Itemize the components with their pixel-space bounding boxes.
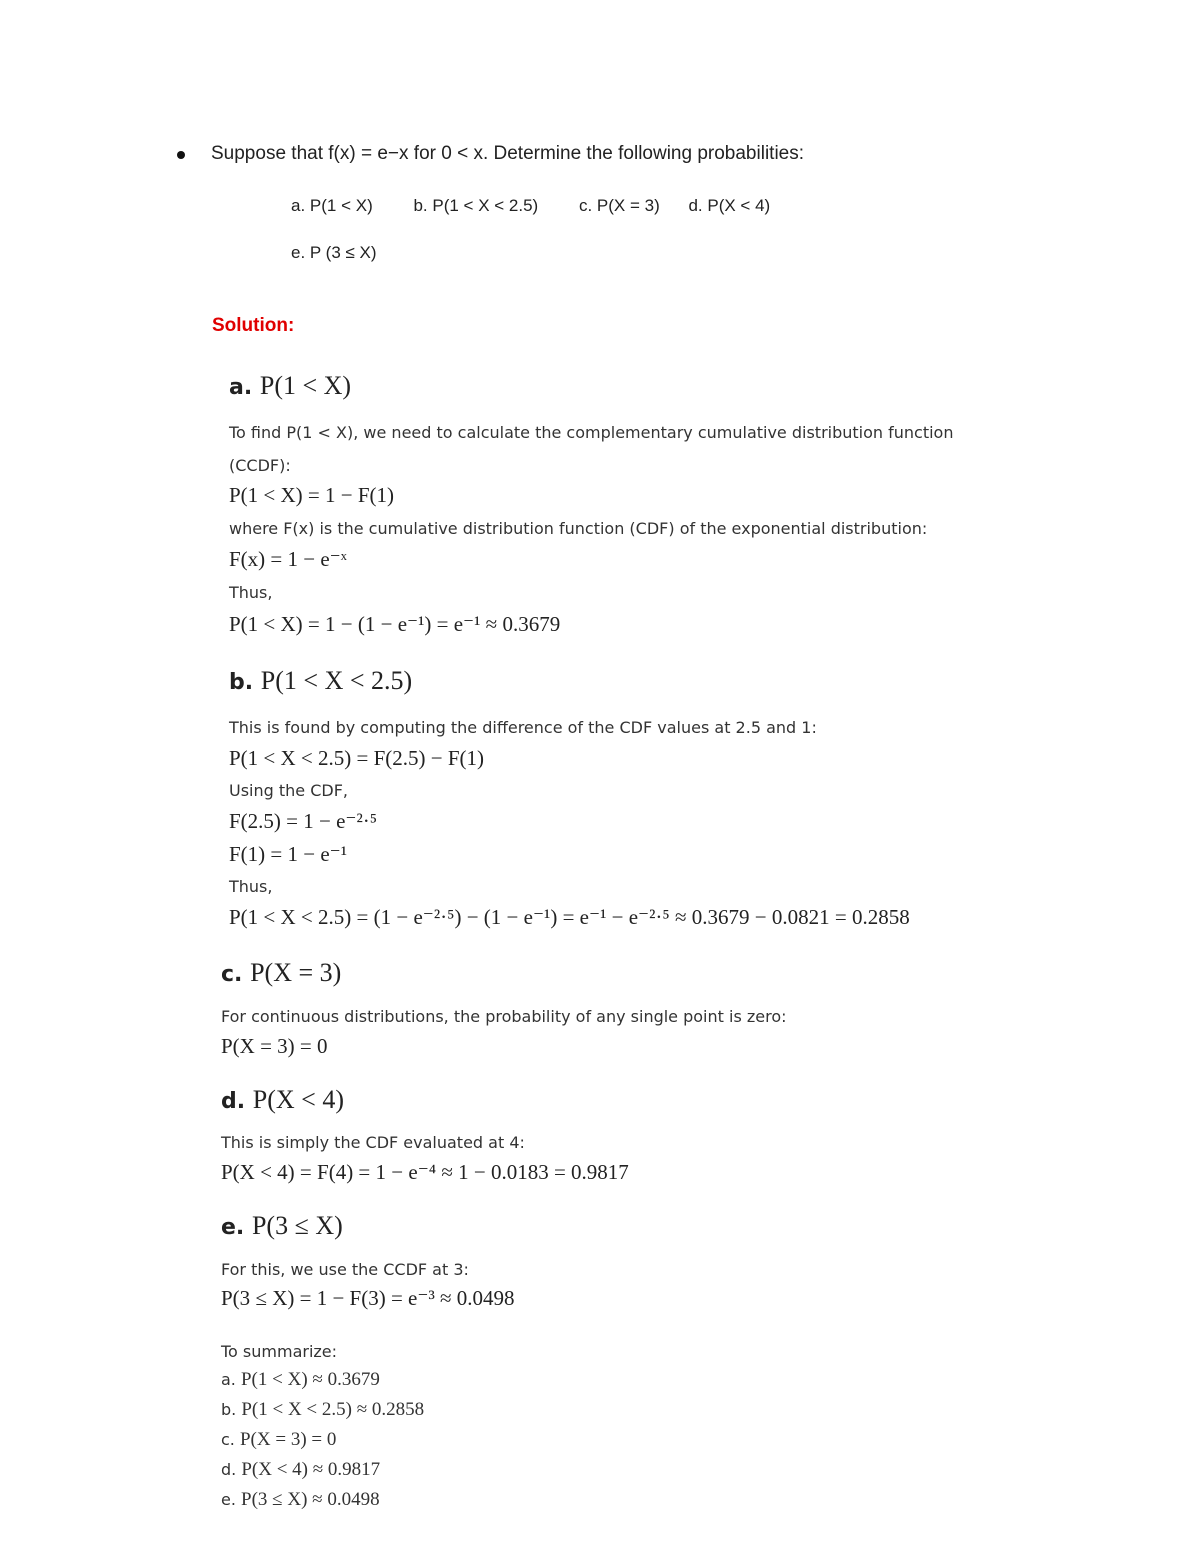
- summary-item-label: c.: [221, 1430, 235, 1449]
- summary-item: [221, 1459, 380, 1481]
- part-a-eq3: P(1 < X) = 1 − (1 − e⁻¹) = e⁻¹ ≈ 0.3679: [229, 612, 561, 636]
- part-a-line3: where F(x) is the cumulative distribution function (CDF) of the exponential distribution:: [229, 519, 928, 538]
- part-d-heading: [221, 1085, 344, 1115]
- part-d-heading-label: d.: [221, 1089, 246, 1114]
- part-c-line1: For continuous distributions, the probability of any single point is zero:: [221, 1007, 787, 1026]
- part-b-eq1: P(1 < X < 2.5) = F(2.5) − F(1): [229, 746, 485, 770]
- part-d-line1: This is simply the CDF evaluated at 4:: [221, 1133, 525, 1152]
- part-a-eq2: F(x) = 1 − e⁻ˣ: [229, 547, 347, 571]
- part-e-heading: [221, 1211, 343, 1241]
- part-a-eq1: P(1 < X) = 1 − F(1): [229, 483, 395, 507]
- part-e-heading-math: P(3 ≤ X): [251, 1211, 343, 1240]
- option-e: e. P (3 ≤ X): [291, 243, 377, 262]
- summary-item: [221, 1429, 336, 1451]
- part-b-using: Using the CDF,: [229, 781, 348, 800]
- part-d-eq1: P(X < 4) = F(4) = 1 − e⁻⁴ ≈ 1 − 0.0183 = 0.9817: [221, 1160, 629, 1184]
- summary-item-math: P(X = 3) = 0: [239, 1429, 337, 1450]
- summary-item-math: P(3 ≤ X) ≈ 0.0498: [241, 1489, 380, 1510]
- summary-title: To summarize:: [221, 1342, 338, 1361]
- part-c-heading: [221, 958, 341, 988]
- part-a-heading-math: P(1 < X): [259, 371, 352, 400]
- summary-item-label: d.: [221, 1460, 237, 1479]
- option-d: d. P(X < 4): [688, 196, 771, 215]
- part-b-heading: [229, 666, 412, 696]
- part-b-heading-label: b.: [229, 670, 254, 695]
- part-e-line1: For this, we use the CCDF at 3:: [221, 1260, 469, 1279]
- option-c: c. P(X = 3): [578, 196, 660, 215]
- summary-item-math: P(X < 4) ≈ 0.9817: [241, 1459, 381, 1480]
- part-b-line1: This is found by computing the difference of the CDF values at 2.5 and 1:: [229, 718, 817, 737]
- part-b-eq2: F(2.5) = 1 − e⁻²·⁵: [229, 809, 378, 833]
- summary-item: [221, 1369, 380, 1391]
- part-a-thus: Thus,: [229, 583, 273, 602]
- summary-item-label: e.: [221, 1490, 236, 1509]
- options-row: [291, 196, 770, 216]
- part-b-eq3: F(1) = 1 − e⁻¹: [229, 842, 348, 866]
- part-d-heading-math: P(X < 4): [252, 1085, 344, 1114]
- part-b-thus: Thus,: [229, 877, 273, 896]
- summary-item-math: P(1 < X) ≈ 0.3679: [240, 1369, 380, 1390]
- summary-item: [221, 1399, 424, 1421]
- part-b-heading-math: P(1 < X < 2.5): [260, 666, 413, 695]
- summary-item-label: b.: [221, 1400, 237, 1419]
- summary-item: [221, 1489, 380, 1511]
- part-a-line2: (CCDF):: [229, 456, 291, 475]
- part-e-heading-label: e.: [221, 1215, 245, 1240]
- question-text: Suppose that f(x) = e−x for 0 < x. Determine the following probabilities:: [211, 143, 805, 164]
- part-a-heading: [229, 371, 351, 401]
- part-b-eq4: P(1 < X < 2.5) = (1 − e⁻²·⁵) − (1 − e⁻¹) = e⁻¹ − e⁻²·⁵ ≈ 0.3679 − 0.0821 = 0.2858: [229, 905, 910, 929]
- summary-item-math: P(1 < X < 2.5) ≈ 0.2858: [241, 1399, 425, 1420]
- part-c-eq1: P(X = 3) = 0: [221, 1034, 328, 1058]
- solution-label: Solution:: [212, 315, 295, 336]
- part-a-line1: To find P(1 < X), we need to calculate the complementary cumulative distribution function: [229, 423, 954, 442]
- part-c-heading-math: P(X = 3): [250, 958, 342, 987]
- part-e-eq1: P(3 ≤ X) = 1 − F(3) = e⁻³ ≈ 0.0498: [221, 1286, 515, 1310]
- option-a: a. P(1 < X): [291, 196, 373, 215]
- bullet-icon: [177, 151, 185, 159]
- summary-item-label: a.: [221, 1370, 236, 1389]
- option-b: b. P(1 < X < 2.5): [413, 196, 539, 215]
- part-c-heading-label: c.: [221, 962, 243, 987]
- part-a-heading-label: a.: [229, 375, 253, 400]
